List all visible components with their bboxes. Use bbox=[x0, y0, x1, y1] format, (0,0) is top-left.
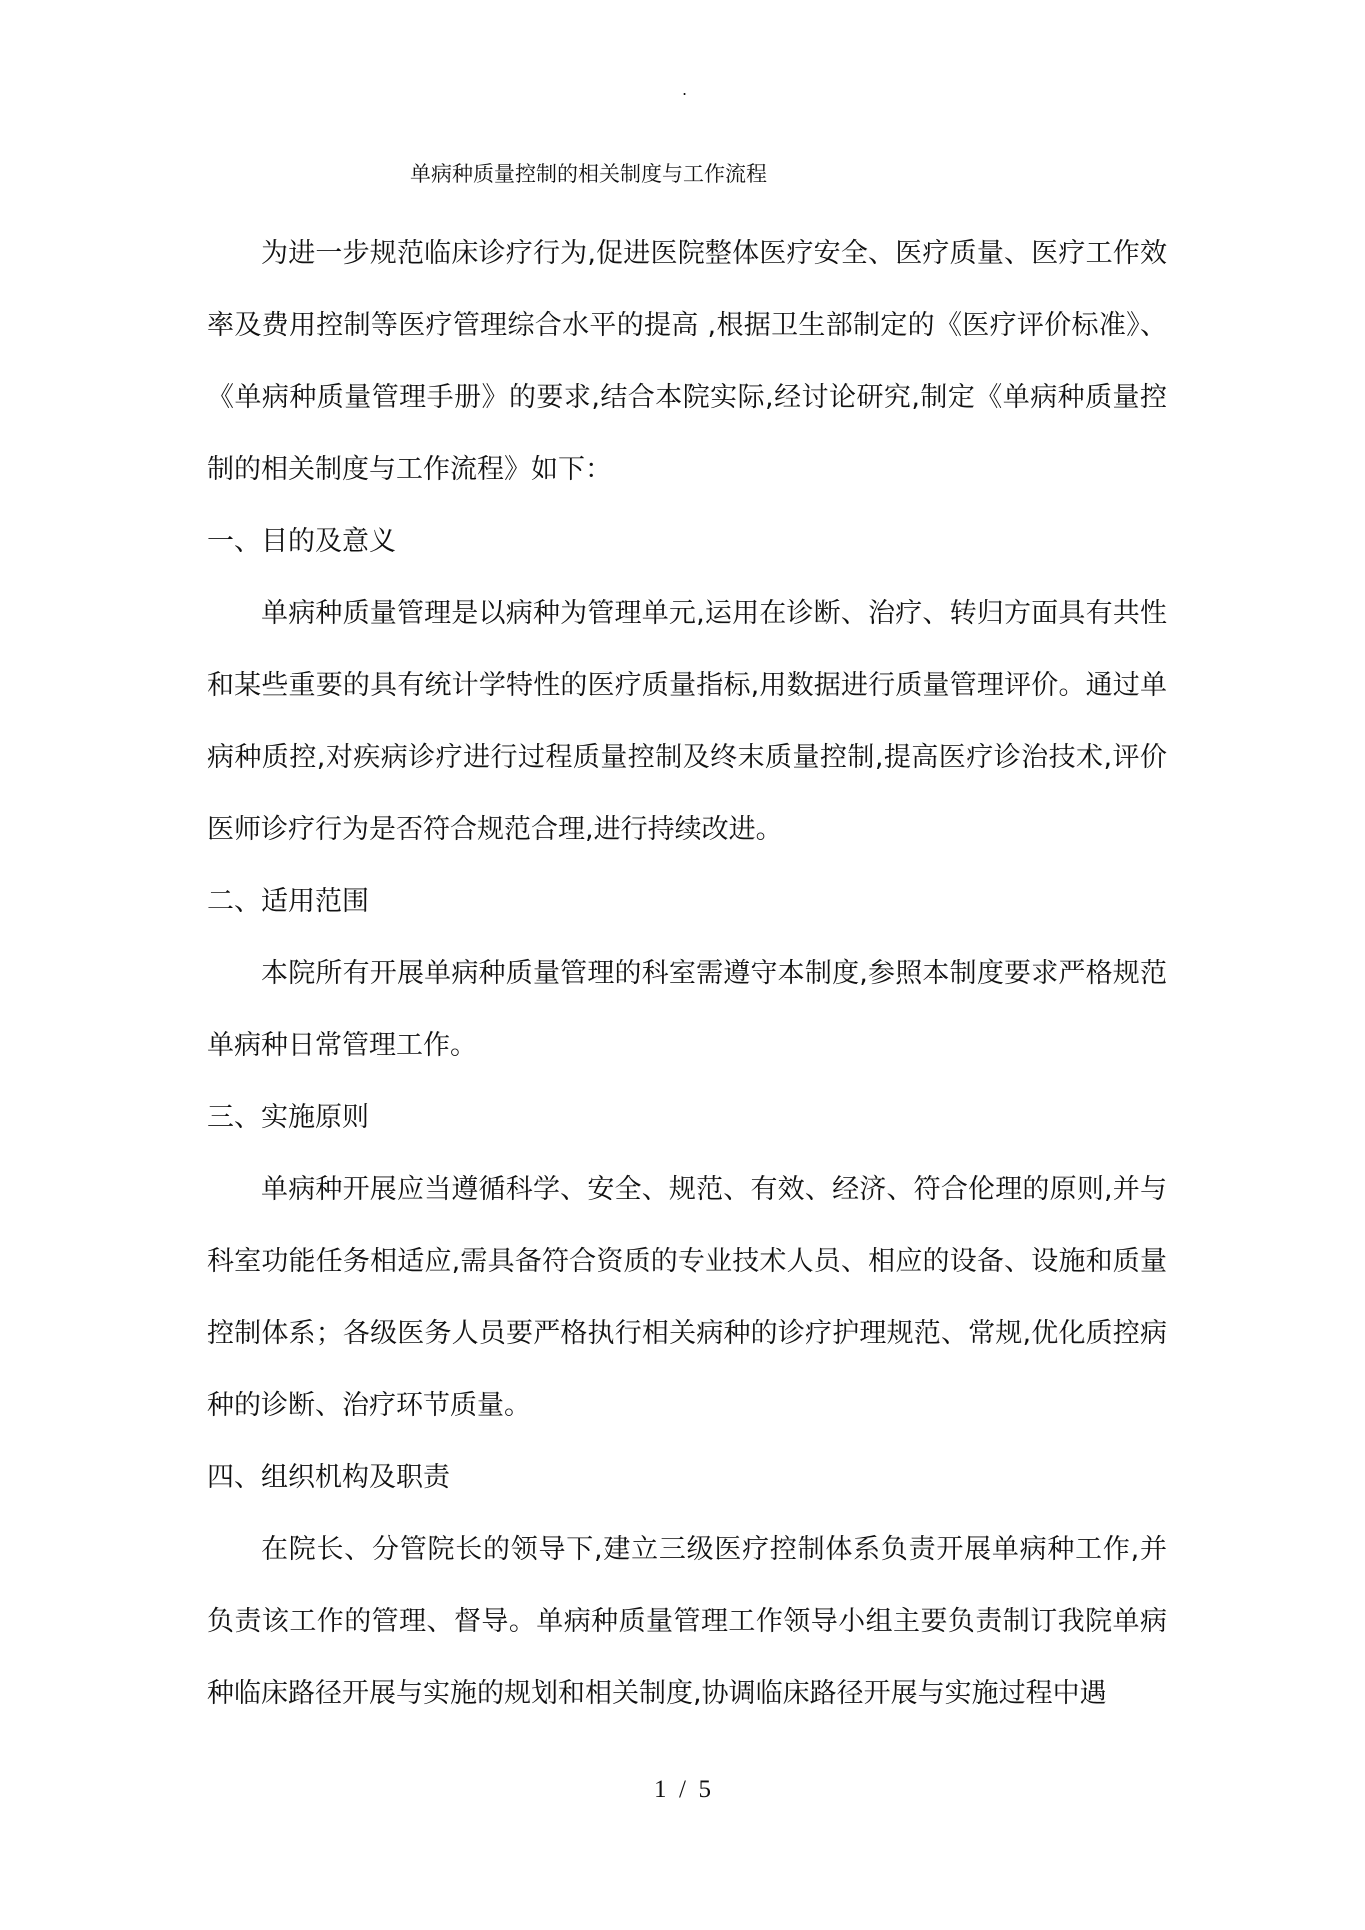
section-text-purpose: 单病种质量管理是以病种为管理单元,运用在诊断、治疗、转归方面具有共性和某些重要的具有统计学特性的医疗质量指标,用数据进行质量管理评价。通过单病种质控,对疾病诊疗进行过程质量控制及终末质量控制,提高医疗诊治技术,评价医师诊疗行为是否符合规范合理,进行持续改进。 bbox=[207, 598, 1167, 845]
section-heading-scope: 二、适用范围 bbox=[207, 886, 369, 917]
page-number: 1 / 5 bbox=[654, 1776, 711, 1803]
section-text-organization: 在院长、分管院长的领导下,建立三级医疗控制体系负责开展单病种工作,并负责该工作的管理、督导。单病种质量管理工作领导小组主要负责制订我院单病种临床路径开展与实施的规划和相关制度,协调临床路径开展与实施过程中遇 bbox=[207, 1534, 1167, 1709]
section-text-principles: 单病种开展应当遵循科学、安全、规范、有效、经济、符合伦理的原则,并与科室功能任务相适应,需具备符合资质的专业技术人员、相应的设备、设施和质量控制体系；各级医务人员要严格执行相关病种的诊疗护理规范、常规,优化质控病种的诊断、治疗环节质量。 bbox=[207, 1174, 1167, 1421]
section-heading-organization: 四、组织机构及职责 bbox=[207, 1462, 450, 1493]
section-heading-principles: 三、实施原则 bbox=[207, 1102, 369, 1133]
document-body bbox=[207, 218, 1167, 1730]
section-heading-purpose: 一、目的及意义 bbox=[207, 526, 396, 557]
section-text-scope: 本院所有开展单病种质量管理的科室需遵守本制度,参照本制度要求严格规范单病种日常管理工作。 bbox=[207, 958, 1167, 1061]
header-mark: . bbox=[682, 80, 688, 99]
intro-paragraph: 为进一步规范临床诊疗行为,促进医院整体医疗安全、医疗质量、医疗工作效率及费用控制等医疗管理综合水平的提高 ,根据卫生部制定的《医疗评价标准》、《单病种质量管理手册》的要求,结合本院实际,经讨论研究,制定《单病种质量控制的相关制度与工作流程》如下： bbox=[207, 238, 1167, 485]
document-title: 单病种质量控制的相关制度与工作流程 bbox=[410, 162, 767, 186]
